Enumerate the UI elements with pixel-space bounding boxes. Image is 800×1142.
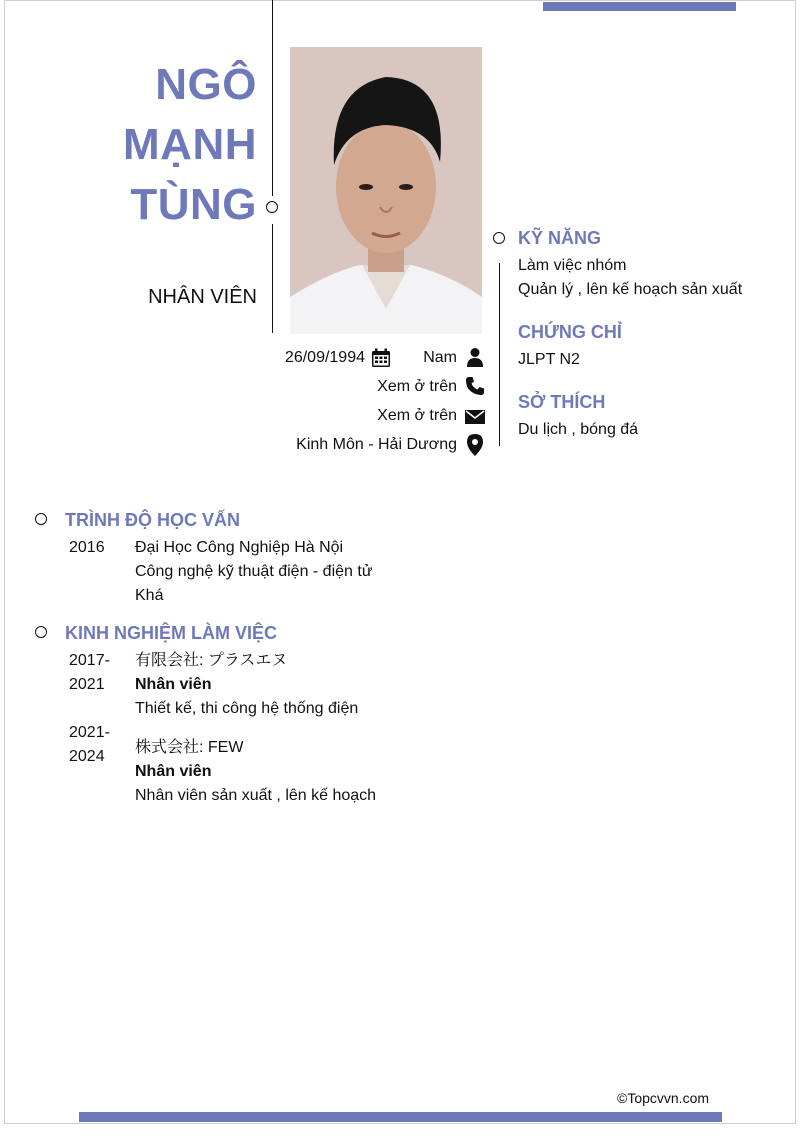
skills-title: KỸ NĂNG	[518, 228, 602, 248]
name-line-1: NGÔ	[155, 60, 257, 109]
profile-photo	[290, 47, 482, 334]
education-grade: Khá	[135, 587, 164, 604]
experience-year-end: 2021	[69, 676, 105, 693]
envelope-icon	[465, 407, 485, 427]
education-title: TRÌNH ĐỘ HỌC VẤN	[65, 510, 240, 530]
header-divider-bottom	[272, 224, 273, 333]
experience-year-start: 2017-	[69, 652, 110, 669]
experience-role: Nhân viên	[135, 763, 212, 780]
job-position: NHÂN VIÊN	[148, 286, 257, 308]
education-dot	[35, 513, 47, 525]
name-line-3: TÙNG	[130, 180, 257, 229]
header-divider-top	[272, 0, 273, 196]
certificate-item: JLPT N2	[518, 351, 580, 368]
experience-year-end: 2024	[69, 748, 105, 765]
hobbies-title: SỞ THÍCH	[518, 392, 606, 412]
phone-text: Xem ở trên	[377, 378, 457, 395]
person-icon	[465, 347, 485, 367]
experience-role: Nhân viên	[135, 676, 212, 693]
email-text: Xem ở trên	[377, 407, 457, 424]
certificates-title: CHỨNG CHỈ	[518, 322, 622, 342]
phone-icon	[465, 376, 485, 396]
experience-year-start: 2021-	[69, 724, 110, 741]
experience-description: Thiết kế, thi công hệ thống điện	[135, 700, 359, 717]
experience-title: KINH NGHIỆM LÀM VIỆC	[65, 623, 278, 643]
gender-text: Nam	[423, 349, 457, 366]
timeline-dot	[266, 201, 278, 213]
address-text: Kinh Môn - Hải Dương	[296, 436, 457, 453]
map-pin-icon	[465, 434, 485, 454]
bottom-accent-bar	[79, 1112, 722, 1122]
top-accent-bar	[543, 2, 736, 11]
right-column-divider	[499, 263, 500, 446]
copyright-link[interactable]: ©Topcvvn.com	[617, 1090, 710, 1106]
experience-dot	[35, 626, 47, 638]
education-year: 2016	[69, 539, 105, 556]
experience-company: 有限会社: プラスエヌ	[135, 652, 288, 669]
calendar-icon	[371, 348, 391, 368]
name-line-2: MẠNH	[123, 120, 257, 169]
education-major: Công nghệ kỹ thuật điện - điện tử	[135, 563, 373, 580]
experience-company: 株式会社: FEW	[135, 739, 244, 756]
skill-item: Quản lý , lên kế hoạch sản xuất	[518, 281, 743, 298]
education-school: Đại Học Công Nghiệp Hà Nội	[135, 539, 344, 556]
birthday-text: 26/09/1994	[284, 349, 365, 366]
skill-item: Làm việc nhóm	[518, 257, 627, 274]
experience-description: Nhân viên sản xuất , lên kế hoạch	[135, 787, 377, 804]
skills-dot	[493, 232, 505, 244]
hobby-item: Du lịch , bóng đá	[518, 421, 639, 438]
